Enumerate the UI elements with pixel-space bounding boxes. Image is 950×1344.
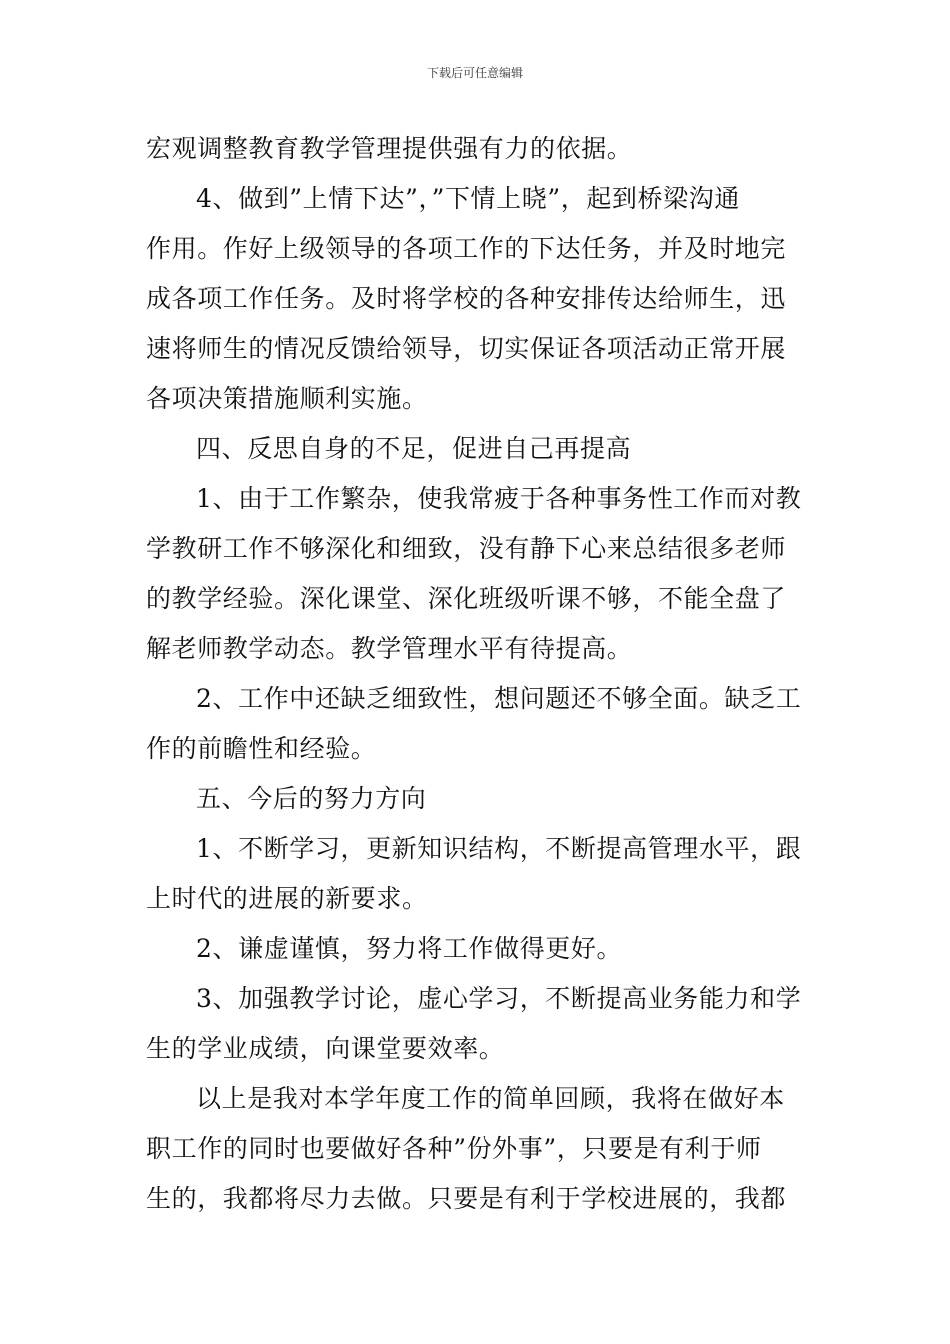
text-line: 的教学经验。深化课堂、深化班级听课不够，不能全盘了 — [146, 584, 787, 613]
text-line: 宏观调整教育教学管理提供强有力的依据。 — [146, 134, 633, 163]
text-line: 作的前瞻性和经验。 — [146, 734, 377, 763]
text-line: 上时代的进展的新要求。 — [146, 884, 428, 913]
text-line: 学教研工作不够深化和细致，没有静下心来总结很多老师 — [146, 534, 787, 563]
text-line: 1、由于工作繁杂，使我常疲于各种事务性工作而对教 — [196, 484, 802, 513]
document-body — [146, 124, 808, 1224]
text-line: 生的学业成绩，向课堂要效率。 — [146, 1034, 505, 1063]
text-line: 速将师生的情况反馈给领导，切实保证各项活动正常开展 — [146, 334, 787, 363]
text-line: 作用。作好上级领导的各项工作的下达任务，并及时地完 — [146, 234, 787, 263]
page-header-note: 下载后可任意编辑 — [426, 66, 523, 80]
text-line: 1、不断学习，更新知识结构，不断提高管理水平，跟 — [196, 834, 802, 863]
text-line: 各项决策措施顺利实施。 — [146, 384, 428, 413]
text-line: 生的，我都将尽力去做。只要是有利于学校进展的，我都 — [146, 1184, 787, 1213]
text-line: 2、谦虚谨慎，努力将工作做得更好。 — [196, 934, 623, 963]
text-line: 职工作的同时也要做好各种”份外事”，只要是有利于师 — [146, 1134, 762, 1163]
section-heading: 四、反思自身的不足，促进自己再提高 — [196, 434, 632, 463]
text-line: 成各项工作任务。及时将学校的各种安排传达给师生，迅 — [146, 284, 787, 313]
text-line: 解老师教学动态。教学管理水平有待提高。 — [146, 634, 633, 663]
text-line: 3、加强教学讨论，虚心学习，不断提高业务能力和学 — [196, 984, 802, 1013]
text-line: 以上是我对本学年度工作的简单回顾，我将在做好本 — [196, 1084, 785, 1113]
text-line: 2、工作中还缺乏细致性，想问题还不够全面。缺乏工 — [196, 684, 802, 713]
text-line: 4、做到”上情下达”，”下情上晓”，起到桥梁沟通 — [196, 184, 740, 213]
section-heading: 五、今后的努力方向 — [196, 784, 427, 813]
